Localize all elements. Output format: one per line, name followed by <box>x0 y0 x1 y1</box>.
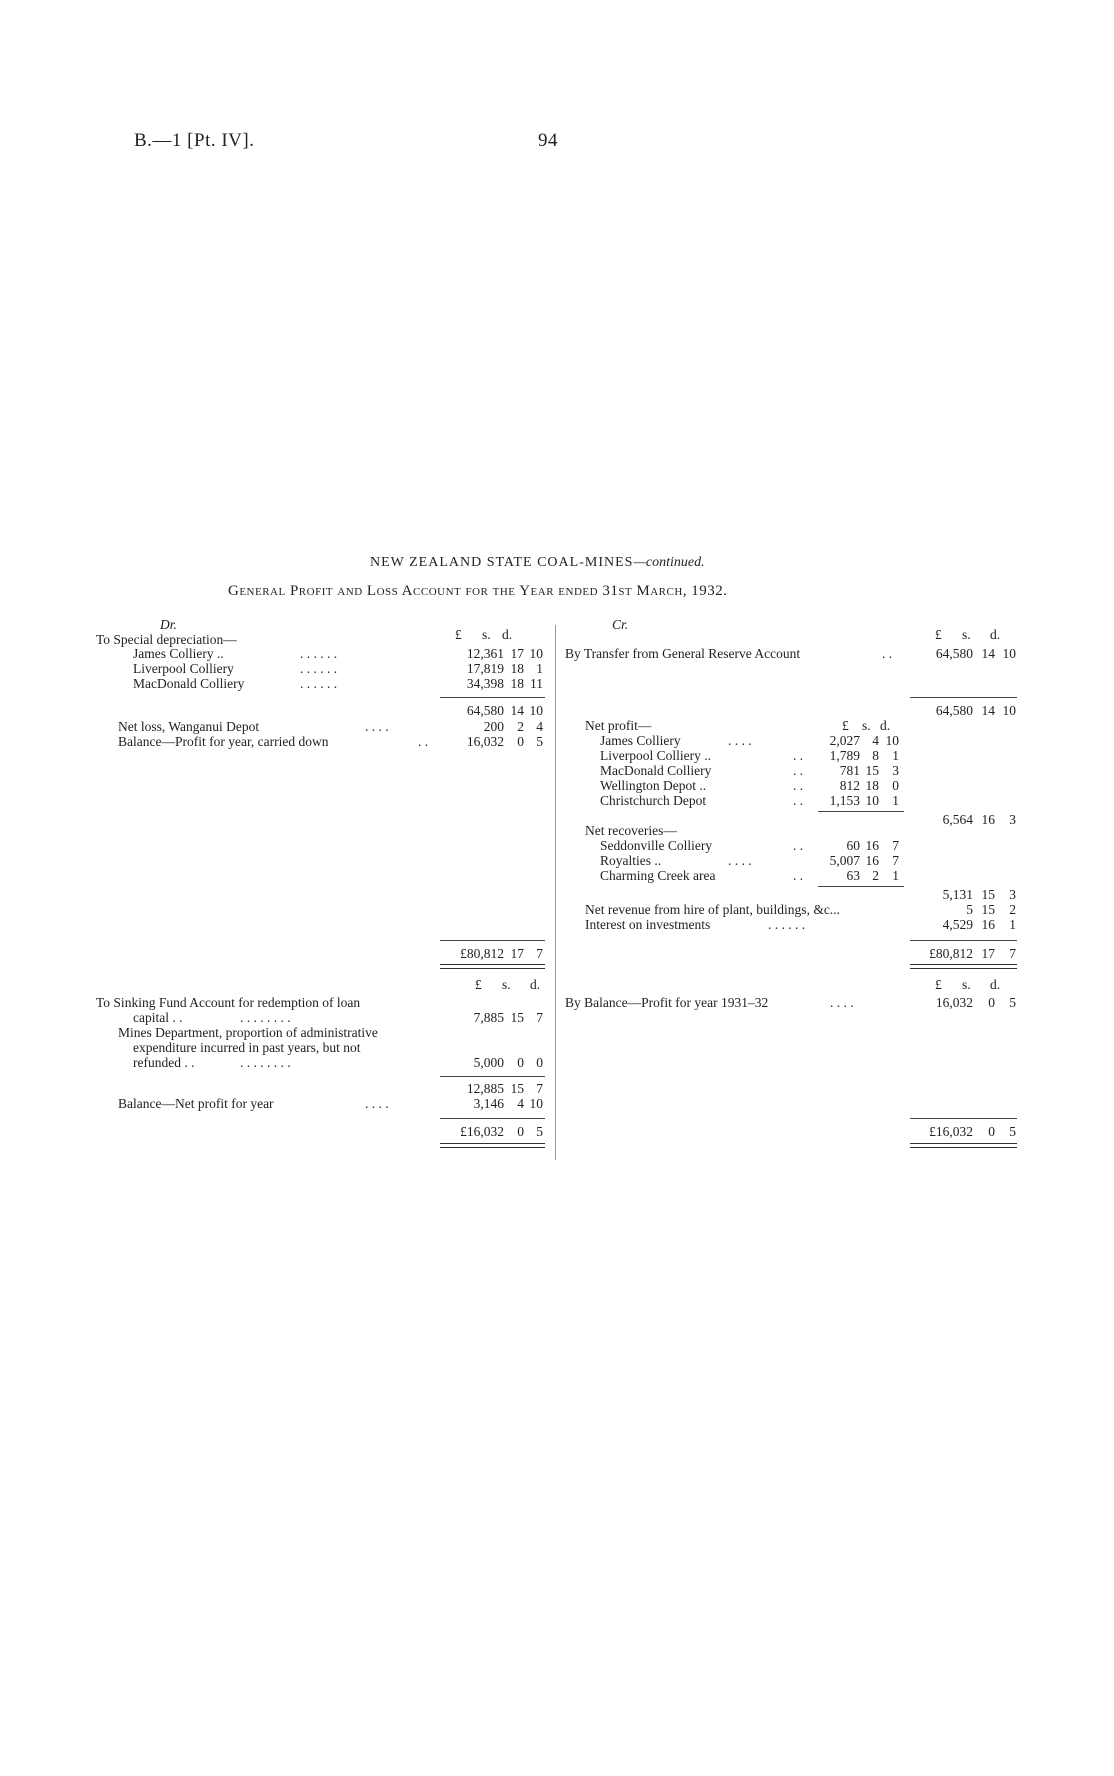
dr2-sinking-dots: . . . . . . . . <box>240 1010 291 1025</box>
col-pence: d. <box>530 977 541 992</box>
amount-pounds: 7,885 <box>473 1010 504 1025</box>
amount-shillings: 18 <box>865 778 879 793</box>
amount-pounds: 5 <box>966 902 973 917</box>
amount-pence: 1 <box>536 661 543 676</box>
col-pence: d. <box>990 977 1001 992</box>
col-shillings: s. <box>502 977 511 992</box>
amount-shillings: 17 <box>510 646 524 661</box>
amount-pence: 0 <box>892 778 899 793</box>
subtotal-pounds: 64,580 <box>466 703 504 718</box>
amount-pounds: 12,361 <box>466 646 504 661</box>
amount-pounds: 4,529 <box>942 917 973 932</box>
amount-shillings: 10 <box>865 793 879 808</box>
amount-pounds: 1,153 <box>829 793 860 808</box>
amount-pence: 1 <box>892 868 899 883</box>
amount-shillings: 0 <box>988 995 995 1010</box>
amount-pounds: 63 <box>846 868 860 883</box>
col-pound: £ <box>475 977 482 992</box>
cr2-balance-dots: . . . . <box>830 995 854 1010</box>
dr-label: Dr. <box>160 617 177 632</box>
col-pound: £ <box>455 627 462 642</box>
amount-pence: 3 <box>892 763 899 778</box>
cr-netprofit-dots: . . <box>793 763 804 778</box>
amount-shillings: 16 <box>865 853 879 868</box>
total-pence: 5 <box>536 1124 543 1139</box>
cr-hire-label: Net revenue from hire of plant, buildings, &c... <box>585 902 840 917</box>
amount-pounds: 3,146 <box>473 1096 504 1111</box>
amount-pounds: 1,789 <box>829 748 860 763</box>
amount-pence: 1 <box>1009 917 1016 932</box>
dr-item-dots: . . . . . . <box>300 646 338 661</box>
dr2-mines-dots: . . . . . . . . <box>240 1055 291 1070</box>
total-double-rule <box>910 1143 1017 1148</box>
dr2-mines-line2: expenditure incurred in past years, but not <box>133 1040 361 1055</box>
total-rule <box>910 1118 1017 1119</box>
amount-shillings: 15 <box>865 763 879 778</box>
title-main: NEW ZEALAND STATE COAL-MINES <box>370 555 634 570</box>
amount-pence: 10 <box>885 733 899 748</box>
dr2-sinking-line2: capital . . <box>133 1010 183 1025</box>
amount-pounds: 64,580 <box>935 646 973 661</box>
amount-shillings: 2 <box>872 868 879 883</box>
dr2-mines-line3: refunded . . <box>133 1055 195 1070</box>
col-pound: £ <box>935 627 942 642</box>
cr-netprofit-heading: Net profit— <box>585 718 652 733</box>
amount-shillings: 0 <box>517 1055 524 1070</box>
col-pound: £ <box>842 718 849 733</box>
dr2-balance-label: Balance—Net profit for year <box>118 1096 274 1111</box>
dr-special-heading: To Special depreciation— <box>96 632 237 647</box>
cr-netprofit-dots: . . <box>793 748 804 763</box>
amount-shillings: 0 <box>517 734 524 749</box>
subtotal-pounds: 64,580 <box>935 703 973 718</box>
amount-shillings: 14 <box>981 646 995 661</box>
recoveries-total-shillings: 15 <box>981 887 995 902</box>
cr-label: Cr. <box>612 617 629 632</box>
col-shillings: s. <box>962 627 971 642</box>
subtotal-pence: 7 <box>536 1081 543 1096</box>
subtotal-pence: 10 <box>1002 703 1016 718</box>
col-pence: d. <box>880 718 891 733</box>
amount-pence: 1 <box>892 793 899 808</box>
cr-interest-dots: . . . . . . <box>768 917 806 932</box>
amount-pence: 10 <box>1002 646 1016 661</box>
amount-shillings: 4 <box>517 1096 524 1111</box>
cr-recovery-dots: . . . . <box>728 853 752 868</box>
dr-item-label: MacDonald Colliery <box>133 676 245 691</box>
total-shillings: 0 <box>517 1124 524 1139</box>
amount-pence: 11 <box>530 676 543 691</box>
col-pence: d. <box>990 627 1001 642</box>
total-pounds: £16,032 <box>460 1124 504 1139</box>
document-title <box>370 555 705 571</box>
amount-pounds: 812 <box>839 778 860 793</box>
total-double-rule <box>440 1143 545 1148</box>
amount-shillings: 15 <box>510 1010 524 1025</box>
amount-shillings: 2 <box>517 719 524 734</box>
dr2-sinking-line1: To Sinking Fund Account for redemption of loan <box>96 995 361 1010</box>
col-pound: £ <box>935 977 942 992</box>
dr-item-label: Liverpool Colliery <box>133 661 234 676</box>
recoveries-total-pounds: 5,131 <box>942 887 973 902</box>
total-double-rule <box>440 964 545 969</box>
cr-transfer-label: By Transfer from General Reserve Account <box>565 646 801 661</box>
total-pounds: £80,812 <box>929 946 973 961</box>
account-subtitle: General Profit and Loss Account for the Year ended 31st March, 1932. <box>228 583 728 599</box>
subtotal-pence: 10 <box>529 703 543 718</box>
amount-pence: 5 <box>536 734 543 749</box>
title-continued: —continued. <box>633 555 705 570</box>
cr-recovery-item: Seddonville Colliery <box>600 838 713 853</box>
col-shillings: s. <box>482 627 491 642</box>
amount-shillings: 16 <box>981 917 995 932</box>
subtotal-shillings: 15 <box>510 1081 524 1096</box>
total-pence: 5 <box>1009 1124 1016 1139</box>
total-pounds: £16,032 <box>929 1124 973 1139</box>
total-shillings: 17 <box>510 946 524 961</box>
amount-shillings: 8 <box>872 748 879 763</box>
amount-pence: 2 <box>1009 902 1016 917</box>
col-shillings: s. <box>962 977 971 992</box>
total-pence: 7 <box>536 946 543 961</box>
amount-pounds: 5,000 <box>473 1055 504 1070</box>
amount-pounds: 60 <box>846 838 860 853</box>
page-reference: B.—1 [Pt. IV]. <box>134 130 255 151</box>
amount-pence: 7 <box>536 1010 543 1025</box>
cr-recovery-dots: . . <box>793 868 804 883</box>
amount-pence: 5 <box>1009 995 1016 1010</box>
cr2-balance-label: By Balance—Profit for year 1931–32 <box>565 995 769 1010</box>
dr-netloss-dots: . . . . <box>365 719 389 734</box>
dr2-balance-dots: . . . . <box>365 1096 389 1111</box>
amount-pence: 4 <box>536 719 543 734</box>
subtotal-pounds: 12,885 <box>466 1081 504 1096</box>
subtotal-shillings: 14 <box>981 703 995 718</box>
cr-transfer-dots: . . <box>882 646 893 661</box>
page-number: 94 <box>538 130 558 151</box>
amount-pence: 7 <box>892 853 899 868</box>
amount-pounds: 2,027 <box>829 733 860 748</box>
amount-shillings: 4 <box>872 733 879 748</box>
amount-pounds: 16,032 <box>466 734 504 749</box>
subtotal-rule <box>440 697 545 698</box>
cr-netprofit-item: James Colliery <box>600 733 681 748</box>
total-rule <box>440 1118 545 1119</box>
cr-netprofit-item: MacDonald Colliery <box>600 763 712 778</box>
amount-pounds: 781 <box>839 763 860 778</box>
amount-pence: 7 <box>892 838 899 853</box>
subtotal-rule <box>440 1076 545 1077</box>
netprofit-total-pence: 3 <box>1009 812 1016 827</box>
amount-shillings: 18 <box>510 661 524 676</box>
cr-netprofit-dots: . . <box>793 793 804 808</box>
netprofit-total-shillings: 16 <box>981 812 995 827</box>
cr-recovery-dots: . . <box>793 838 804 853</box>
dr-item-label: James Colliery .. <box>133 646 224 661</box>
amount-pence: 10 <box>529 1096 543 1111</box>
netprofit-total-pounds: 6,564 <box>942 812 973 827</box>
subtotal-rule <box>910 697 1017 698</box>
col-shillings: s. <box>862 718 871 733</box>
amount-shillings: 16 <box>865 838 879 853</box>
dr-netloss-label: Net loss, Wanganui Depot <box>118 719 260 734</box>
amount-pounds: 34,398 <box>466 676 504 691</box>
dr-balance-dots: . . <box>418 734 429 749</box>
cr-interest-label: Interest on investments <box>585 917 711 932</box>
dr-item-dots: . . . . . . <box>300 676 338 691</box>
amount-shillings: 15 <box>981 902 995 917</box>
cr-netprofit-item: Christchurch Depot <box>600 793 707 808</box>
amount-pounds: 17,819 <box>466 661 504 676</box>
total-pence: 7 <box>1009 946 1016 961</box>
total-rule <box>910 940 1017 941</box>
amount-pounds: 200 <box>483 719 504 734</box>
amount-pence: 10 <box>529 646 543 661</box>
cr-recoveries-heading: Net recoveries— <box>585 823 677 838</box>
cr-netprofit-item: Liverpool Colliery .. <box>600 748 711 763</box>
recoveries-total-pence: 3 <box>1009 887 1016 902</box>
cr-recovery-item: Royalties .. <box>600 853 662 868</box>
cr-netprofit-dots: . . . . <box>728 733 752 748</box>
col-pence: d. <box>502 627 513 642</box>
column-divider <box>555 625 556 1160</box>
total-rule <box>440 940 545 941</box>
amount-pounds: 5,007 <box>829 853 860 868</box>
cr-recovery-item: Charming Creek area <box>600 868 716 883</box>
amount-pence: 0 <box>536 1055 543 1070</box>
amount-pounds: 16,032 <box>935 995 973 1010</box>
total-pounds: £80,812 <box>460 946 504 961</box>
total-shillings: 0 <box>988 1124 995 1139</box>
total-shillings: 17 <box>981 946 995 961</box>
dr-item-dots: . . . . . . <box>300 661 338 676</box>
subtotal-shillings: 14 <box>510 703 524 718</box>
cr-netprofit-dots: . . <box>793 778 804 793</box>
amount-pence: 1 <box>892 748 899 763</box>
cr-netprofit-item: Wellington Depot .. <box>600 778 707 793</box>
dr2-mines-line1: Mines Department, proportion of administrative <box>118 1025 378 1040</box>
dr-balance-label: Balance—Profit for year, carried down <box>118 734 329 749</box>
amount-shillings: 18 <box>510 676 524 691</box>
total-double-rule <box>910 964 1017 969</box>
